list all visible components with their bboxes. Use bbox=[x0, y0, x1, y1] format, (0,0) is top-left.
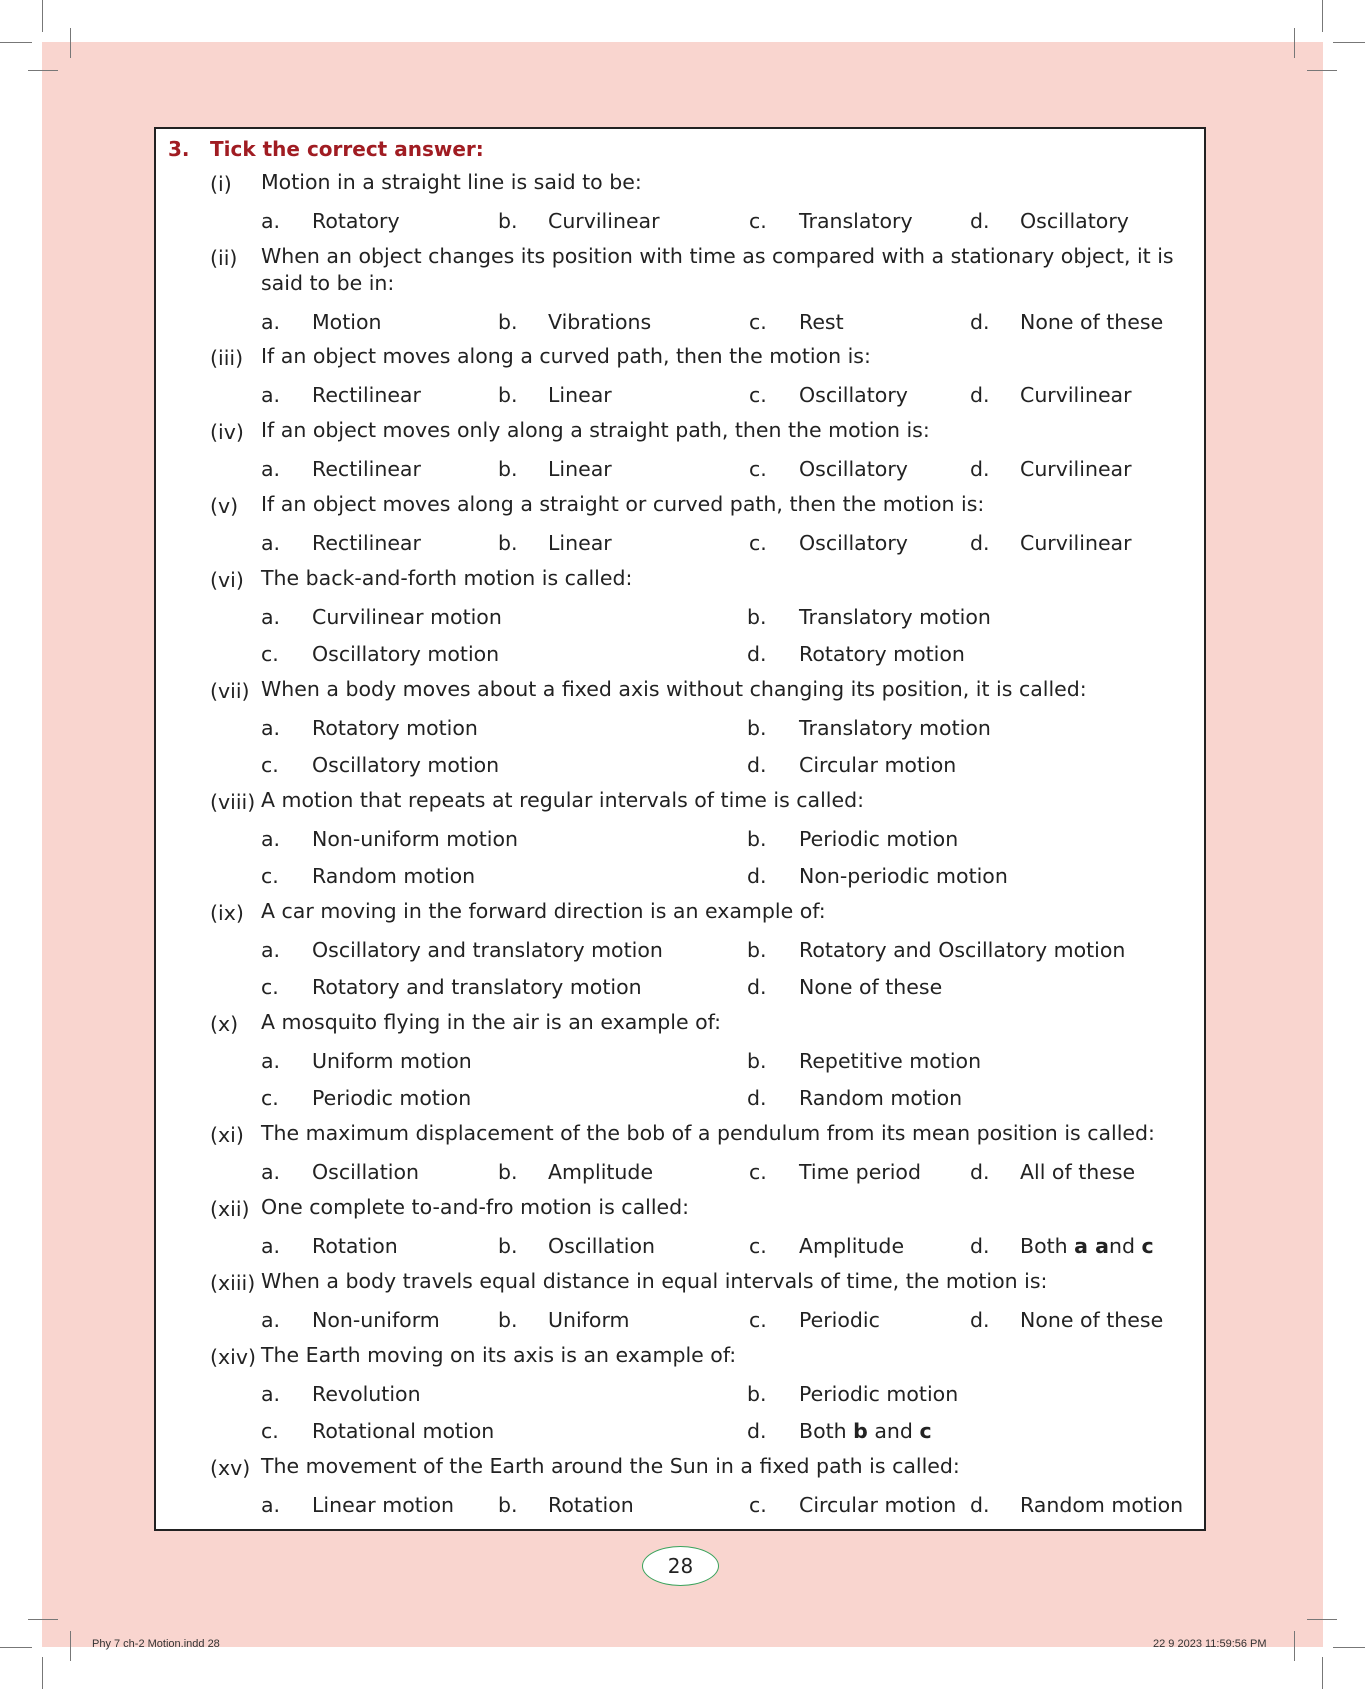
option-text[interactable] bbox=[312, 310, 382, 334]
crop-mark bbox=[0, 1647, 32, 1648]
option-text[interactable] bbox=[312, 457, 421, 481]
option-letter: c. bbox=[261, 1086, 279, 1110]
option-text[interactable] bbox=[1020, 531, 1132, 555]
option-letter: c. bbox=[749, 310, 767, 334]
option-text[interactable] bbox=[799, 1419, 932, 1443]
option-label: Motion bbox=[312, 310, 382, 334]
option-letter: c. bbox=[261, 975, 279, 999]
question-text: One complete to-and-fro motion is called: bbox=[261, 1195, 690, 1219]
option-letter: d. bbox=[970, 1234, 990, 1258]
question-item-number: (ii) bbox=[210, 246, 238, 270]
option-text[interactable] bbox=[312, 1160, 419, 1184]
option-label: Both bbox=[1020, 1234, 1075, 1258]
option-letter: b. bbox=[498, 1160, 518, 1184]
question-text: A car moving in the forward direction is an example of: bbox=[261, 899, 826, 923]
option-label: Circular motion bbox=[799, 753, 957, 777]
option-text[interactable] bbox=[799, 975, 942, 999]
option-letter: b. bbox=[498, 383, 518, 407]
option-label: Translatory motion bbox=[799, 716, 991, 740]
option-label: Periodic bbox=[799, 1308, 880, 1332]
option-label: Rotation bbox=[548, 1493, 634, 1517]
question-text: A motion that repeats at regular intervals of time is called: bbox=[261, 788, 865, 812]
option-letter: b. bbox=[747, 1049, 767, 1073]
option-letter: c. bbox=[261, 753, 279, 777]
option-letter: c. bbox=[749, 1160, 767, 1184]
option-label: Curvilinear motion bbox=[312, 605, 502, 629]
option-label: Amplitude bbox=[548, 1160, 654, 1184]
question-text: A mosquito flying in the air is an example of: bbox=[261, 1010, 722, 1034]
option-text[interactable] bbox=[1020, 310, 1163, 334]
option-text[interactable] bbox=[799, 457, 908, 481]
option-letter: c. bbox=[749, 383, 767, 407]
option-letter: d. bbox=[747, 642, 767, 666]
crop-mark bbox=[1294, 1631, 1295, 1661]
crop-mark bbox=[1307, 1619, 1337, 1620]
option-text[interactable] bbox=[799, 1382, 958, 1406]
question-item-number: (iv) bbox=[210, 420, 244, 444]
option-label: Linear bbox=[548, 383, 612, 407]
option-text[interactable] bbox=[799, 827, 958, 851]
option-label: Linear bbox=[548, 457, 612, 481]
option-label: Periodic motion bbox=[312, 1086, 472, 1110]
option-text[interactable] bbox=[548, 457, 612, 481]
option-text[interactable] bbox=[1020, 383, 1132, 407]
option-text[interactable] bbox=[799, 864, 1008, 888]
option-text[interactable] bbox=[799, 1049, 981, 1073]
option-label: Curvilinear bbox=[1020, 383, 1132, 407]
option-label: Oscillation bbox=[312, 1160, 420, 1184]
question-item-number: (ix) bbox=[210, 901, 244, 925]
option-text[interactable] bbox=[799, 1086, 962, 1110]
option-label: Repetitive motion bbox=[799, 1049, 982, 1073]
option-label: Non-periodic motion bbox=[799, 864, 1008, 888]
question-item-number: (xiv) bbox=[210, 1345, 256, 1369]
option-label: Oscillation bbox=[548, 1234, 656, 1258]
option-text[interactable] bbox=[548, 383, 612, 407]
option-letter: a. bbox=[261, 1234, 281, 1258]
option-label: None of these bbox=[799, 975, 943, 999]
option-letter: b. bbox=[498, 457, 518, 481]
option-letter: a. bbox=[261, 1160, 281, 1184]
option-text[interactable] bbox=[799, 531, 908, 555]
option-label: Linear bbox=[548, 531, 612, 555]
option-letter: c. bbox=[749, 1234, 767, 1258]
option-label: Rotational motion bbox=[312, 1419, 495, 1443]
option-letter: c. bbox=[749, 1493, 767, 1517]
option-label: All of these bbox=[1020, 1160, 1136, 1184]
option-label: None of these bbox=[1020, 310, 1164, 334]
option-label: Oscillatory bbox=[799, 531, 908, 555]
option-text[interactable] bbox=[312, 938, 663, 962]
question-item-number: (vii) bbox=[210, 679, 250, 703]
option-text[interactable] bbox=[799, 642, 965, 666]
option-letter: c. bbox=[261, 1419, 279, 1443]
option-letter: a. bbox=[261, 1382, 281, 1406]
option-letter: d. bbox=[747, 1419, 767, 1443]
option-label: Oscillatory motion bbox=[312, 753, 500, 777]
option-text[interactable] bbox=[312, 753, 499, 777]
option-label: Oscillatory bbox=[799, 383, 908, 407]
option-bold-ref: a a bbox=[1074, 1234, 1109, 1258]
option-text[interactable] bbox=[312, 1493, 454, 1517]
option-text[interactable] bbox=[799, 1160, 921, 1184]
option-letter: d. bbox=[747, 1086, 767, 1110]
option-letter: a. bbox=[261, 310, 281, 334]
option-letter: c. bbox=[749, 209, 767, 233]
option-text[interactable] bbox=[799, 209, 913, 233]
option-text[interactable] bbox=[548, 1234, 655, 1258]
option-letter: a. bbox=[261, 605, 281, 629]
question-item-number: (iii) bbox=[210, 346, 244, 370]
option-letter: b. bbox=[747, 1382, 767, 1406]
crop-mark bbox=[0, 42, 32, 43]
question-text: The movement of the Earth around the Sun in a fixed path is called: bbox=[261, 1454, 960, 1478]
option-label: Time period bbox=[799, 1160, 921, 1184]
option-label: Rotatory motion bbox=[799, 642, 965, 666]
crop-mark bbox=[1322, 0, 1323, 32]
option-letter: b. bbox=[498, 1308, 518, 1332]
option-label: Rectilinear bbox=[312, 383, 421, 407]
option-text[interactable] bbox=[312, 531, 421, 555]
option-letter: b. bbox=[747, 716, 767, 740]
option-letter: b. bbox=[498, 310, 518, 334]
crop-mark bbox=[1307, 70, 1337, 71]
option-text[interactable] bbox=[1020, 1160, 1135, 1184]
option-label: Translatory motion bbox=[799, 605, 991, 629]
crop-mark bbox=[70, 1631, 71, 1661]
page-number: 28 bbox=[642, 1546, 719, 1586]
option-letter: d. bbox=[970, 1308, 990, 1332]
option-letter: a. bbox=[261, 457, 281, 481]
option-letter: a. bbox=[261, 531, 281, 555]
option-text[interactable] bbox=[548, 1160, 653, 1184]
crop-mark bbox=[28, 70, 58, 71]
option-bold-ref: c bbox=[1141, 1234, 1154, 1258]
option-label: Oscillatory and translatory motion bbox=[312, 938, 663, 962]
option-label: Oscillatory motion bbox=[312, 642, 500, 666]
option-label: Rectilinear bbox=[312, 457, 421, 481]
option-text[interactable] bbox=[312, 864, 475, 888]
option-label: Circular motion bbox=[799, 1493, 957, 1517]
option-text[interactable] bbox=[312, 716, 478, 740]
option-letter: c. bbox=[749, 1308, 767, 1332]
option-letter: d. bbox=[747, 753, 767, 777]
option-text[interactable] bbox=[799, 1308, 880, 1332]
option-letter: d. bbox=[970, 457, 990, 481]
option-label: Linear motion bbox=[312, 1493, 455, 1517]
question-item-number: (xii) bbox=[210, 1197, 250, 1221]
option-text[interactable] bbox=[312, 642, 499, 666]
option-label: Vibrations bbox=[548, 310, 652, 334]
option-letter: a. bbox=[261, 209, 281, 233]
option-letter: a. bbox=[261, 1308, 281, 1332]
option-text[interactable] bbox=[548, 531, 612, 555]
option-letter: c. bbox=[749, 457, 767, 481]
option-text[interactable] bbox=[312, 975, 642, 999]
option-label: Both bbox=[799, 1419, 854, 1443]
crop-mark bbox=[1333, 42, 1365, 43]
option-letter: b. bbox=[747, 827, 767, 851]
question-text: When a body moves about a fixed axis without changing its position, it is called: bbox=[261, 677, 1087, 701]
option-connector: nd bbox=[1108, 1234, 1142, 1258]
option-letter: c. bbox=[261, 864, 279, 888]
option-label: Non-uniform motion bbox=[312, 827, 519, 851]
option-letter: d. bbox=[970, 1160, 990, 1184]
option-letter: b. bbox=[498, 1234, 518, 1258]
question-item-number: (x) bbox=[210, 1012, 239, 1036]
option-text[interactable] bbox=[312, 827, 518, 851]
question-heading: Tick the correct answer: bbox=[210, 137, 484, 161]
crop-mark bbox=[1322, 1657, 1323, 1689]
option-label: Uniform bbox=[548, 1308, 630, 1332]
option-letter: d. bbox=[970, 383, 990, 407]
option-connector: and bbox=[867, 1419, 920, 1443]
option-text[interactable] bbox=[548, 310, 651, 334]
option-label: Curvilinear bbox=[548, 209, 660, 233]
option-text[interactable] bbox=[799, 310, 844, 334]
option-label: Revolution bbox=[312, 1382, 421, 1406]
crop-mark bbox=[42, 1657, 43, 1689]
crop-mark bbox=[1333, 1647, 1365, 1648]
option-text[interactable] bbox=[312, 1234, 398, 1258]
question-item-number: (vi) bbox=[210, 568, 244, 592]
option-text[interactable] bbox=[312, 383, 421, 407]
option-letter: d. bbox=[970, 1493, 990, 1517]
option-text[interactable] bbox=[548, 1493, 634, 1517]
question-item-number: (v) bbox=[210, 494, 239, 518]
option-label: Random motion bbox=[1020, 1493, 1184, 1517]
option-letter: d. bbox=[747, 975, 767, 999]
question-text: If an object moves along a curved path, then the motion is: bbox=[261, 344, 871, 368]
question-box bbox=[154, 127, 1206, 1531]
question-item-number: (viii) bbox=[210, 790, 256, 814]
question-text: When a body travels equal distance in equal intervals of time, the motion is: bbox=[261, 1269, 1048, 1293]
option-label: Random motion bbox=[799, 1086, 963, 1110]
option-text[interactable] bbox=[799, 1493, 956, 1517]
option-text[interactable] bbox=[799, 1234, 904, 1258]
option-text[interactable] bbox=[312, 1382, 421, 1406]
option-text[interactable] bbox=[1020, 457, 1132, 481]
option-letter: d. bbox=[970, 531, 990, 555]
option-label: Rotatory motion bbox=[312, 716, 478, 740]
slug-timestamp: 22 9 2023 11:59:56 PM bbox=[1153, 1638, 1267, 1650]
option-letter: c. bbox=[261, 642, 279, 666]
option-label: Rotatory bbox=[312, 209, 400, 233]
option-letter: a. bbox=[261, 383, 281, 407]
crop-mark bbox=[42, 0, 43, 32]
option-text[interactable] bbox=[1020, 1493, 1183, 1517]
option-text[interactable] bbox=[1020, 209, 1129, 233]
crop-mark bbox=[1294, 28, 1295, 58]
option-text[interactable] bbox=[548, 209, 660, 233]
option-label: Periodic motion bbox=[799, 1382, 959, 1406]
option-text[interactable] bbox=[799, 938, 1125, 962]
option-letter: b. bbox=[498, 209, 518, 233]
option-letter: b. bbox=[747, 938, 767, 962]
option-text[interactable] bbox=[312, 605, 502, 629]
option-label: Rotatory and translatory motion bbox=[312, 975, 642, 999]
option-letter: b. bbox=[498, 1493, 518, 1517]
option-label: Rectilinear bbox=[312, 531, 421, 555]
crop-mark bbox=[28, 1619, 58, 1620]
option-text[interactable] bbox=[799, 753, 956, 777]
option-letter: d. bbox=[970, 209, 990, 233]
option-bold-ref: b bbox=[853, 1419, 868, 1443]
option-label: Oscillatory bbox=[799, 457, 908, 481]
question-text: The back-and-forth motion is called: bbox=[261, 566, 633, 590]
option-bold-ref: c bbox=[919, 1419, 932, 1443]
option-label: Curvilinear bbox=[1020, 457, 1132, 481]
crop-mark bbox=[70, 28, 71, 58]
option-text[interactable] bbox=[312, 1419, 494, 1443]
option-text[interactable] bbox=[799, 383, 908, 407]
option-text[interactable] bbox=[1020, 1308, 1163, 1332]
option-letter: b. bbox=[498, 531, 518, 555]
option-label: Non-uniform bbox=[312, 1308, 440, 1332]
option-text[interactable] bbox=[312, 1308, 440, 1332]
option-label: Rotatory and Oscillatory motion bbox=[799, 938, 1126, 962]
option-label: Oscillatory bbox=[1020, 209, 1129, 233]
option-letter: d. bbox=[747, 864, 767, 888]
option-text[interactable] bbox=[799, 605, 991, 629]
option-label: Curvilinear bbox=[1020, 531, 1132, 555]
option-label: Rotation bbox=[312, 1234, 398, 1258]
option-text[interactable] bbox=[312, 1049, 472, 1073]
option-label: None of these bbox=[1020, 1308, 1164, 1332]
option-letter: c. bbox=[749, 531, 767, 555]
option-label: Rest bbox=[799, 310, 844, 334]
option-label: Random motion bbox=[312, 864, 476, 888]
option-label: Translatory bbox=[799, 209, 913, 233]
question-text: When an object changes its position with time as compared with a stationary object, it is said to be in: bbox=[261, 244, 1174, 295]
slug-filename: Phy 7 ch-2 Motion.indd 28 bbox=[92, 1638, 220, 1650]
question-item-number: (xi) bbox=[210, 1123, 244, 1147]
question-text: Motion in a straight line is said to be: bbox=[261, 170, 642, 194]
question-item-number: (i) bbox=[210, 172, 232, 196]
option-letter: a. bbox=[261, 827, 281, 851]
option-letter: a. bbox=[261, 1049, 281, 1073]
option-label: Periodic motion bbox=[799, 827, 959, 851]
option-letter: a. bbox=[261, 716, 281, 740]
option-label: Amplitude bbox=[799, 1234, 905, 1258]
option-letter: d. bbox=[970, 310, 990, 334]
question-text: The Earth moving on its axis is an example of: bbox=[261, 1343, 737, 1367]
option-letter: a. bbox=[261, 938, 281, 962]
question-text: If an object moves along a straight or curved path, then the motion is: bbox=[261, 492, 985, 516]
question-number: 3. bbox=[168, 137, 190, 161]
option-text[interactable] bbox=[312, 209, 400, 233]
question-text: If an object moves only along a straight path, then the motion is: bbox=[261, 418, 930, 442]
option-text[interactable] bbox=[1020, 1234, 1154, 1258]
question-item-number: (xv) bbox=[210, 1456, 251, 1480]
option-letter: b. bbox=[747, 605, 767, 629]
option-text[interactable] bbox=[312, 1086, 471, 1110]
option-label: Uniform motion bbox=[312, 1049, 472, 1073]
option-letter: a. bbox=[261, 1493, 281, 1517]
option-text[interactable] bbox=[799, 716, 991, 740]
question-text: The maximum displacement of the bob of a pendulum from its mean position is called: bbox=[261, 1121, 1155, 1145]
option-text[interactable] bbox=[548, 1308, 630, 1332]
question-item-number: (xiii) bbox=[210, 1271, 256, 1295]
